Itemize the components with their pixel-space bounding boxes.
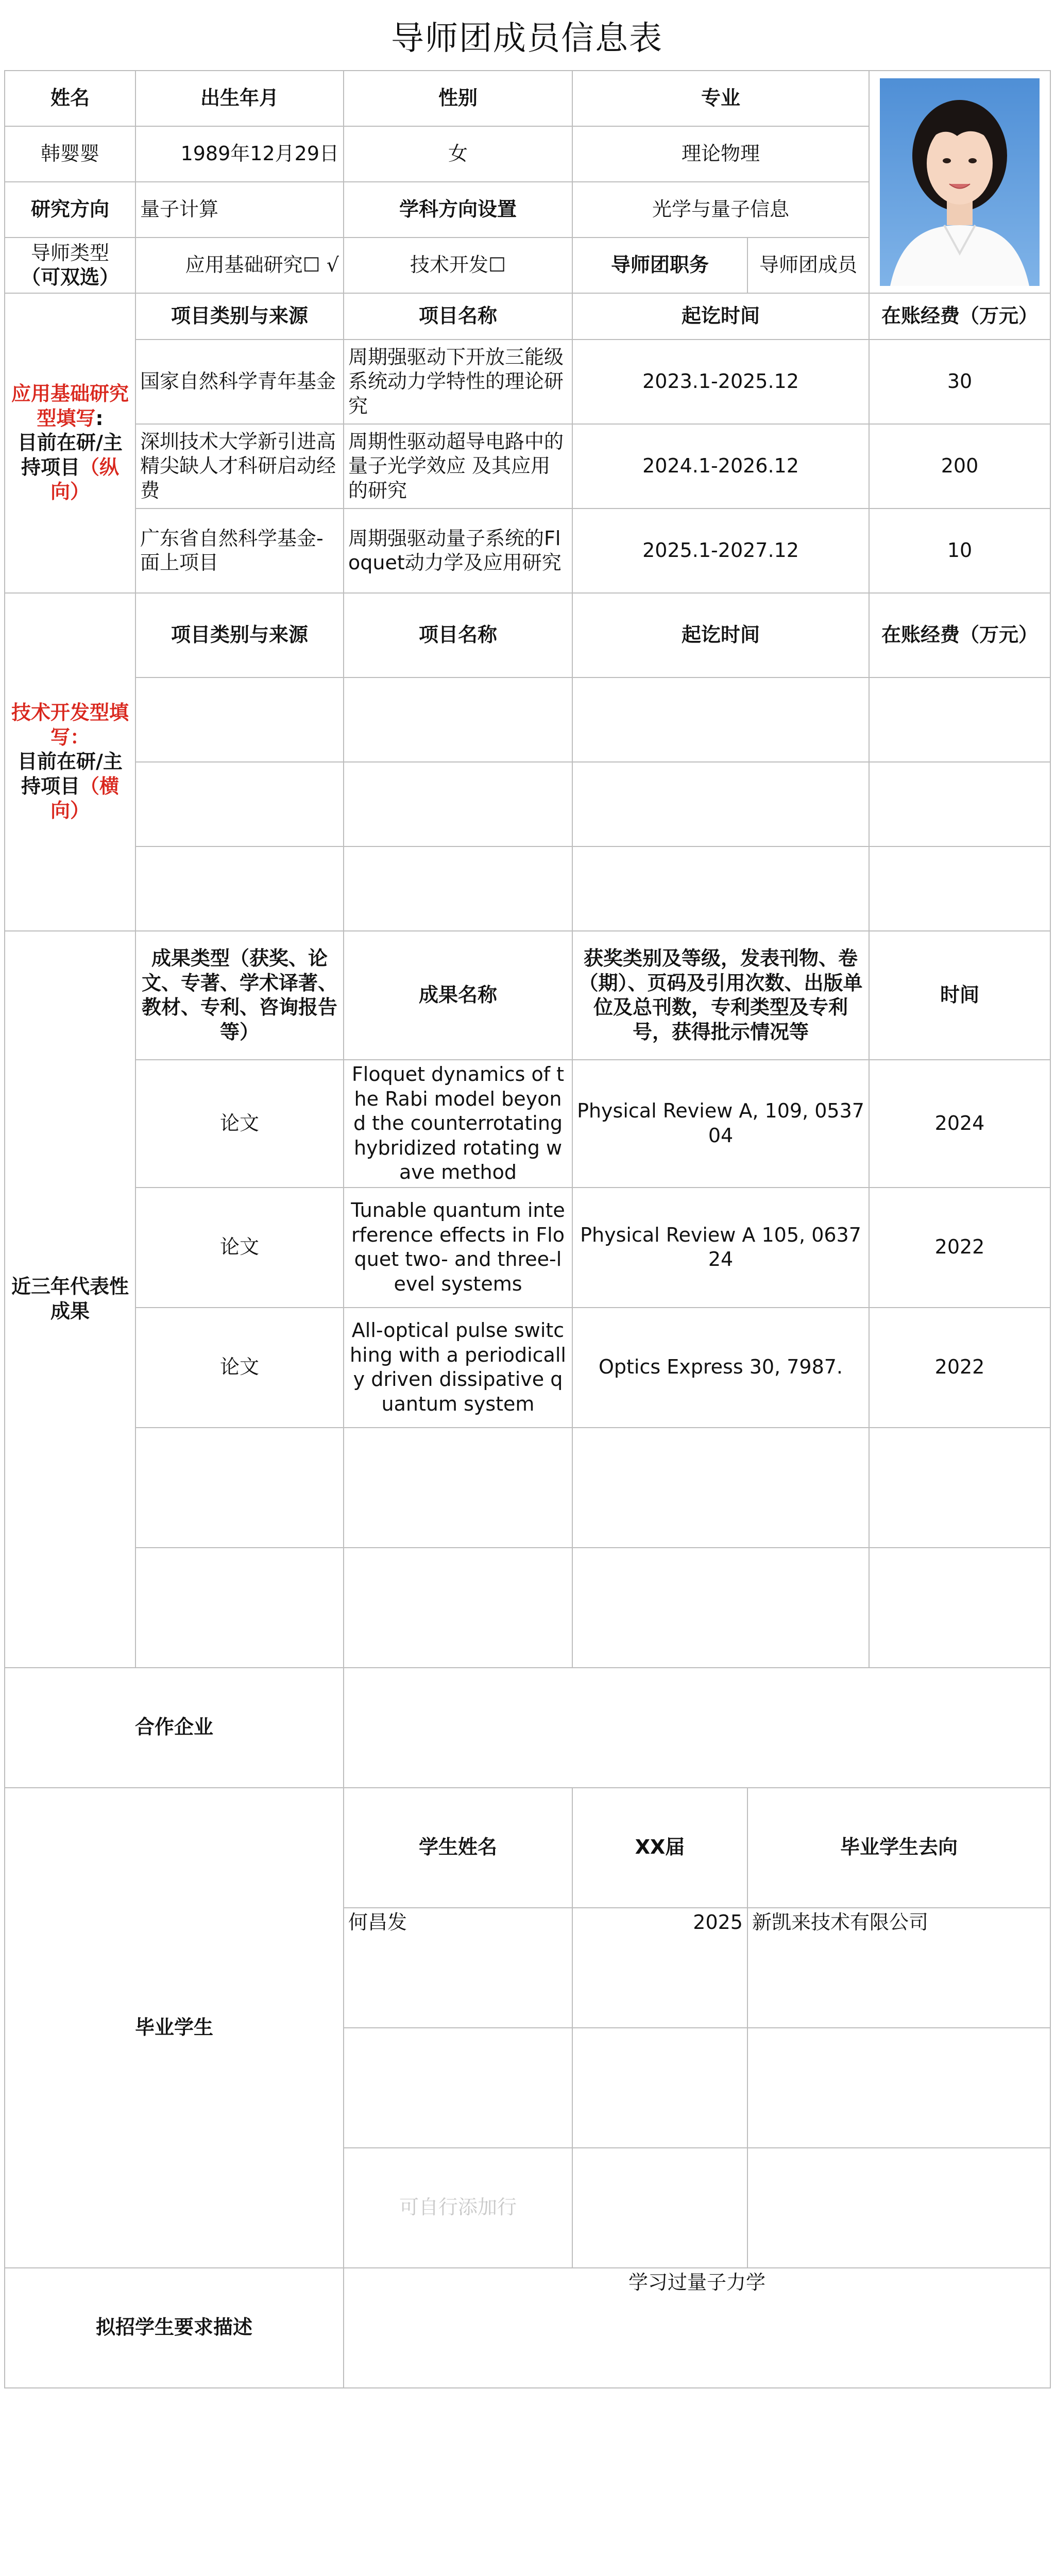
type-option-basic[interactable]: 应用基础研究☐ √: [135, 238, 344, 293]
grad-empty-cell[interactable]: [747, 2148, 1050, 2268]
basic-project-name: 周期性驱动超导电路中的量子光学效应 及其应用的研究: [344, 424, 572, 509]
grad-name: 何昌发: [344, 1908, 572, 2028]
birth-value: 1989年12月29日: [135, 126, 344, 182]
basic-projects-side-label: [5, 293, 135, 593]
basic-project-source: 国家自然科学青年基金: [135, 340, 344, 424]
mentor-type-label-text: 导师类型: [30, 241, 109, 264]
tech-empty-cell[interactable]: [135, 677, 344, 762]
table-row: [5, 1188, 1050, 1308]
ach-empty-cell[interactable]: [135, 1428, 344, 1548]
achievements-side-label: 近三年代表性成果: [5, 931, 135, 1668]
table-row: [5, 1308, 1050, 1428]
portrait-photo: [880, 78, 1040, 286]
table-row: [5, 424, 1050, 509]
tech-empty-cell[interactable]: [344, 846, 572, 931]
ach-venue: Optics Express 30, 7987.: [572, 1308, 869, 1428]
major-label: 专业: [572, 71, 869, 126]
tech-empty-cell[interactable]: [572, 846, 869, 931]
ach-col-type: 成果类型（获奖、论文、专著、学术译著、教材、专利、咨询报告等）: [135, 931, 344, 1060]
requirements-label: 拟招学生要求描述: [5, 2268, 344, 2388]
name-label: 姓名: [5, 71, 135, 126]
name-value: 韩婴婴: [5, 126, 135, 182]
grad-col-destination: 毕业学生去向: [747, 1788, 1050, 1908]
table-row: [5, 509, 1050, 593]
tech-projects-side-label: [5, 593, 135, 931]
basic-side-label-tag: （纵向）: [50, 455, 120, 503]
ach-title: Floquet dynamics of the Rabi model beyond the counterrotating hybridized rotating wave method: [344, 1060, 572, 1188]
photo-cell: [869, 71, 1050, 293]
major-value: 理论物理: [572, 126, 869, 182]
ach-type: 论文: [135, 1188, 344, 1308]
add-row-hint: 可自行添加行: [344, 2148, 572, 2268]
basic-col-source: 项目类别与来源: [135, 293, 344, 340]
basic-col-funding: 在账经费（万元）: [869, 293, 1050, 340]
table-row: [5, 762, 1050, 846]
cooperation-label: 合作企业: [5, 1668, 344, 1788]
research-value: 量子计算: [135, 182, 344, 238]
tech-col-name: 项目名称: [344, 593, 572, 677]
tech-empty-cell[interactable]: [344, 762, 572, 846]
basic-project-source: 深圳技术大学新引进高精尖缺人才科研启动经费: [135, 424, 344, 509]
ach-empty-cell[interactable]: [869, 1548, 1050, 1668]
tech-empty-cell[interactable]: [869, 762, 1050, 846]
grad-destination: 新凯来技术有限公司: [747, 1908, 1050, 2028]
basic-col-period: 起讫时间: [572, 293, 869, 340]
cooperation-value[interactable]: [344, 1668, 1050, 1788]
basic-project-period: 2023.1-2025.12: [572, 340, 869, 424]
ach-empty-cell[interactable]: [135, 1548, 344, 1668]
gender-label: 性别: [344, 71, 572, 126]
tech-empty-cell[interactable]: [869, 846, 1050, 931]
tech-side-label-tag: （横向）: [50, 774, 120, 822]
ach-venue: Physical Review A, 109, 053704: [572, 1060, 869, 1188]
ach-year: 2022: [869, 1308, 1050, 1428]
table-row: [5, 677, 1050, 762]
ach-empty-cell[interactable]: [572, 1428, 869, 1548]
basic-project-period: 2024.1-2026.12: [572, 424, 869, 509]
ach-empty-cell[interactable]: [869, 1428, 1050, 1548]
ach-title: All-optical pulse switching with a periodically driven dissipative quantum system: [344, 1308, 572, 1428]
ach-col-title: 成果名称: [344, 931, 572, 1060]
basic-side-label-black: 目前在研/主持项目: [18, 431, 123, 479]
birth-label: 出生年月: [135, 71, 344, 126]
tech-empty-cell[interactable]: [869, 677, 1050, 762]
ach-empty-cell[interactable]: [344, 1548, 572, 1668]
basic-project-period: 2025.1-2027.12: [572, 509, 869, 593]
research-label: 研究方向: [5, 182, 135, 238]
basic-project-funding: 200: [869, 424, 1050, 509]
table-row: [5, 846, 1050, 931]
tech-col-period: 起讫时间: [572, 593, 869, 677]
grad-year: 2025: [572, 1908, 747, 2028]
grad-empty-cell[interactable]: [747, 2028, 1050, 2148]
basic-project-funding: 30: [869, 340, 1050, 424]
tech-empty-cell[interactable]: [572, 677, 869, 762]
ach-year: 2022: [869, 1188, 1050, 1308]
ach-col-venue: 获奖类别及等级，发表刊物、卷（期）、页码及引用次数、出版单位及总刊数，专利类型及专利号，获得批示情况等: [572, 931, 869, 1060]
ach-empty-cell[interactable]: [572, 1548, 869, 1668]
grad-col-name: 学生姓名: [344, 1788, 572, 1908]
ach-col-year: 时间: [869, 931, 1050, 1060]
tech-col-source: 项目类别与来源: [135, 593, 344, 677]
ach-empty-cell[interactable]: [344, 1428, 572, 1548]
grad-empty-cell[interactable]: [572, 2028, 747, 2148]
grad-empty-cell[interactable]: [572, 2148, 747, 2268]
discipline-value: 光学与量子信息: [572, 182, 869, 238]
mentor-type-note: （可双选）: [21, 266, 119, 289]
table-row: [5, 340, 1050, 424]
ach-type: 论文: [135, 1060, 344, 1188]
table-row: [5, 1548, 1050, 1668]
tech-empty-cell[interactable]: [135, 762, 344, 846]
ach-title: Tunable quantum interference effects in Floquet two- and three-level systems: [344, 1188, 572, 1308]
basic-project-source: 广东省自然科学基金-面上项目: [135, 509, 344, 593]
tech-col-funding: 在账经费（万元）: [869, 593, 1050, 677]
basic-col-name: 项目名称: [344, 293, 572, 340]
graduates-label: 毕业学生: [5, 1788, 344, 2268]
basic-project-funding: 10: [869, 509, 1050, 593]
role-value: 导师团成员: [747, 238, 869, 293]
tech-empty-cell[interactable]: [344, 677, 572, 762]
type-option-tech[interactable]: 技术开发☐: [344, 238, 572, 293]
grad-empty-cell[interactable]: [344, 2028, 572, 2148]
tech-side-label-black: 目前在研/主持项目: [18, 750, 123, 798]
table-row: [5, 1060, 1050, 1188]
basic-side-label-red: 应用基础研究型填写: [11, 382, 129, 430]
tech-empty-cell[interactable]: [572, 762, 869, 846]
gender-value: 女: [344, 126, 572, 182]
discipline-label: 学科方向设置: [344, 182, 572, 238]
ach-year: 2024: [869, 1060, 1050, 1188]
page-title: 导师团成员信息表: [391, 20, 663, 58]
basic-project-name: 周期强驱动量子系统的Floquet动力学及应用研究: [344, 509, 572, 593]
basic-side-label-colon: :: [95, 406, 104, 430]
role-label: 导师团职务: [572, 238, 747, 293]
ach-venue: Physical Review A 105, 063724: [572, 1188, 869, 1308]
mentor-type-label: [5, 238, 135, 293]
requirements-text[interactable]: 学习过量子力学: [344, 2268, 1050, 2388]
tech-side-label-red: 技术开发型填写：: [11, 701, 129, 749]
grad-col-year: XX届: [572, 1788, 747, 1908]
table-row: [5, 1428, 1050, 1548]
tech-empty-cell[interactable]: [135, 846, 344, 931]
ach-type: 论文: [135, 1308, 344, 1428]
mentor-info-table: [4, 70, 1051, 2388]
basic-project-name: 周期强驱动下开放三能级系统动力学特性的理论研究: [344, 340, 572, 424]
